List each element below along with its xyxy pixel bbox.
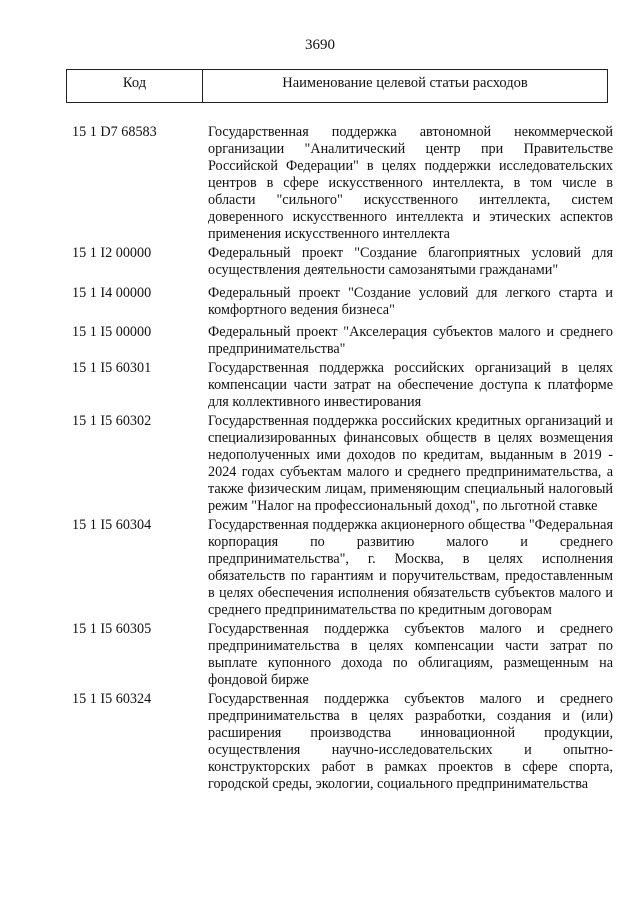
row-description: Государственная поддержка российских кредитных организаций и специализированных финансовых обществ в целях возмещения недополученных ими доходов по кредитам, выданным в 2019 - 2024 годах субъектам малого и среднего предпринимательства, а также физическим лицам, применяющим специальный налоговый режим "Налог на профессиональный доход", по льготной ставке — [208, 413, 613, 514]
row-description: Федеральный проект "Создание благоприятных условий для осуществления деятельности самозанятыми гражданами" — [208, 245, 613, 278]
page-number: 3690 — [305, 37, 335, 53]
row-code: 15 1 I5 60305 — [72, 621, 152, 637]
table-row — [0, 124, 640, 243]
row-description: Государственная поддержка акционерного общества "Федеральная корпорация по развитию малого и среднего предпринимательства", г. Москва, в целях исполнения обязательств по гарантиям и поручительствам, предоставленным в целях обеспечения исполнения обязательств субъектов малого и среднего предпринимательства по кредитным договорам — [208, 517, 613, 618]
row-description: Государственная поддержка автономной некоммерческой организации "Аналитический центр при Правительстве Российской Федерации" в целях поддержки исследовательских центров в сфере искусственного интеллекта, в том числе в области "сильного" искусственного интеллекта, систем доверенного искусственного интеллекта и этических аспектов применения искусственного интеллекта — [208, 124, 613, 242]
table-row — [0, 324, 640, 358]
row-code: 15 1 I5 60324 — [72, 691, 152, 707]
row-code: 15 1 I5 60302 — [72, 413, 152, 429]
table-header — [66, 69, 608, 103]
table-row — [0, 621, 640, 689]
row-code: 15 1 D7 68583 — [72, 124, 157, 140]
column-header-code: Код — [67, 70, 203, 102]
row-code: 15 1 I5 60301 — [72, 360, 152, 376]
row-code: 15 1 I2 00000 — [72, 245, 152, 261]
table-row — [0, 517, 640, 619]
column-header-name: Наименование целевой статьи расходов — [282, 75, 528, 91]
row-code: 15 1 I4 00000 — [72, 285, 152, 301]
row-description: Государственная поддержка субъектов малого и среднего предпринимательства в целях разработки, создания и (или) расширения производства инновационной продукции, осуществления научно-исследовательских и опытно-конструкторских работ в рамках проектов в сфере спорта, городской среды, экологии, социального предпринимательства — [208, 691, 613, 792]
row-description: Государственная поддержка субъектов малого и среднего предпринимательства в целях компенсации части затрат по выплате купонного дохода по облигациям, размещенным на фондовой бирже — [208, 621, 613, 688]
row-description: Федеральный проект "Создание условий для легкого старта и комфортного ведения бизнеса" — [208, 285, 613, 318]
table-row — [0, 285, 640, 319]
table-row — [0, 360, 640, 411]
row-description: Федеральный проект "Акселерация субъектов малого и среднего предпринимательства" — [208, 324, 613, 357]
row-code: 15 1 I5 00000 — [72, 324, 152, 340]
row-code: 15 1 I5 60304 — [72, 517, 152, 533]
table-row — [0, 413, 640, 515]
table-row — [0, 245, 640, 279]
table-row — [0, 691, 640, 793]
row-description: Государственная поддержка российских организаций в целях компенсации части затрат на обеспечение доступа к платформе для коллективного инвестирования — [208, 360, 613, 410]
budget-items-list — [0, 124, 640, 795]
